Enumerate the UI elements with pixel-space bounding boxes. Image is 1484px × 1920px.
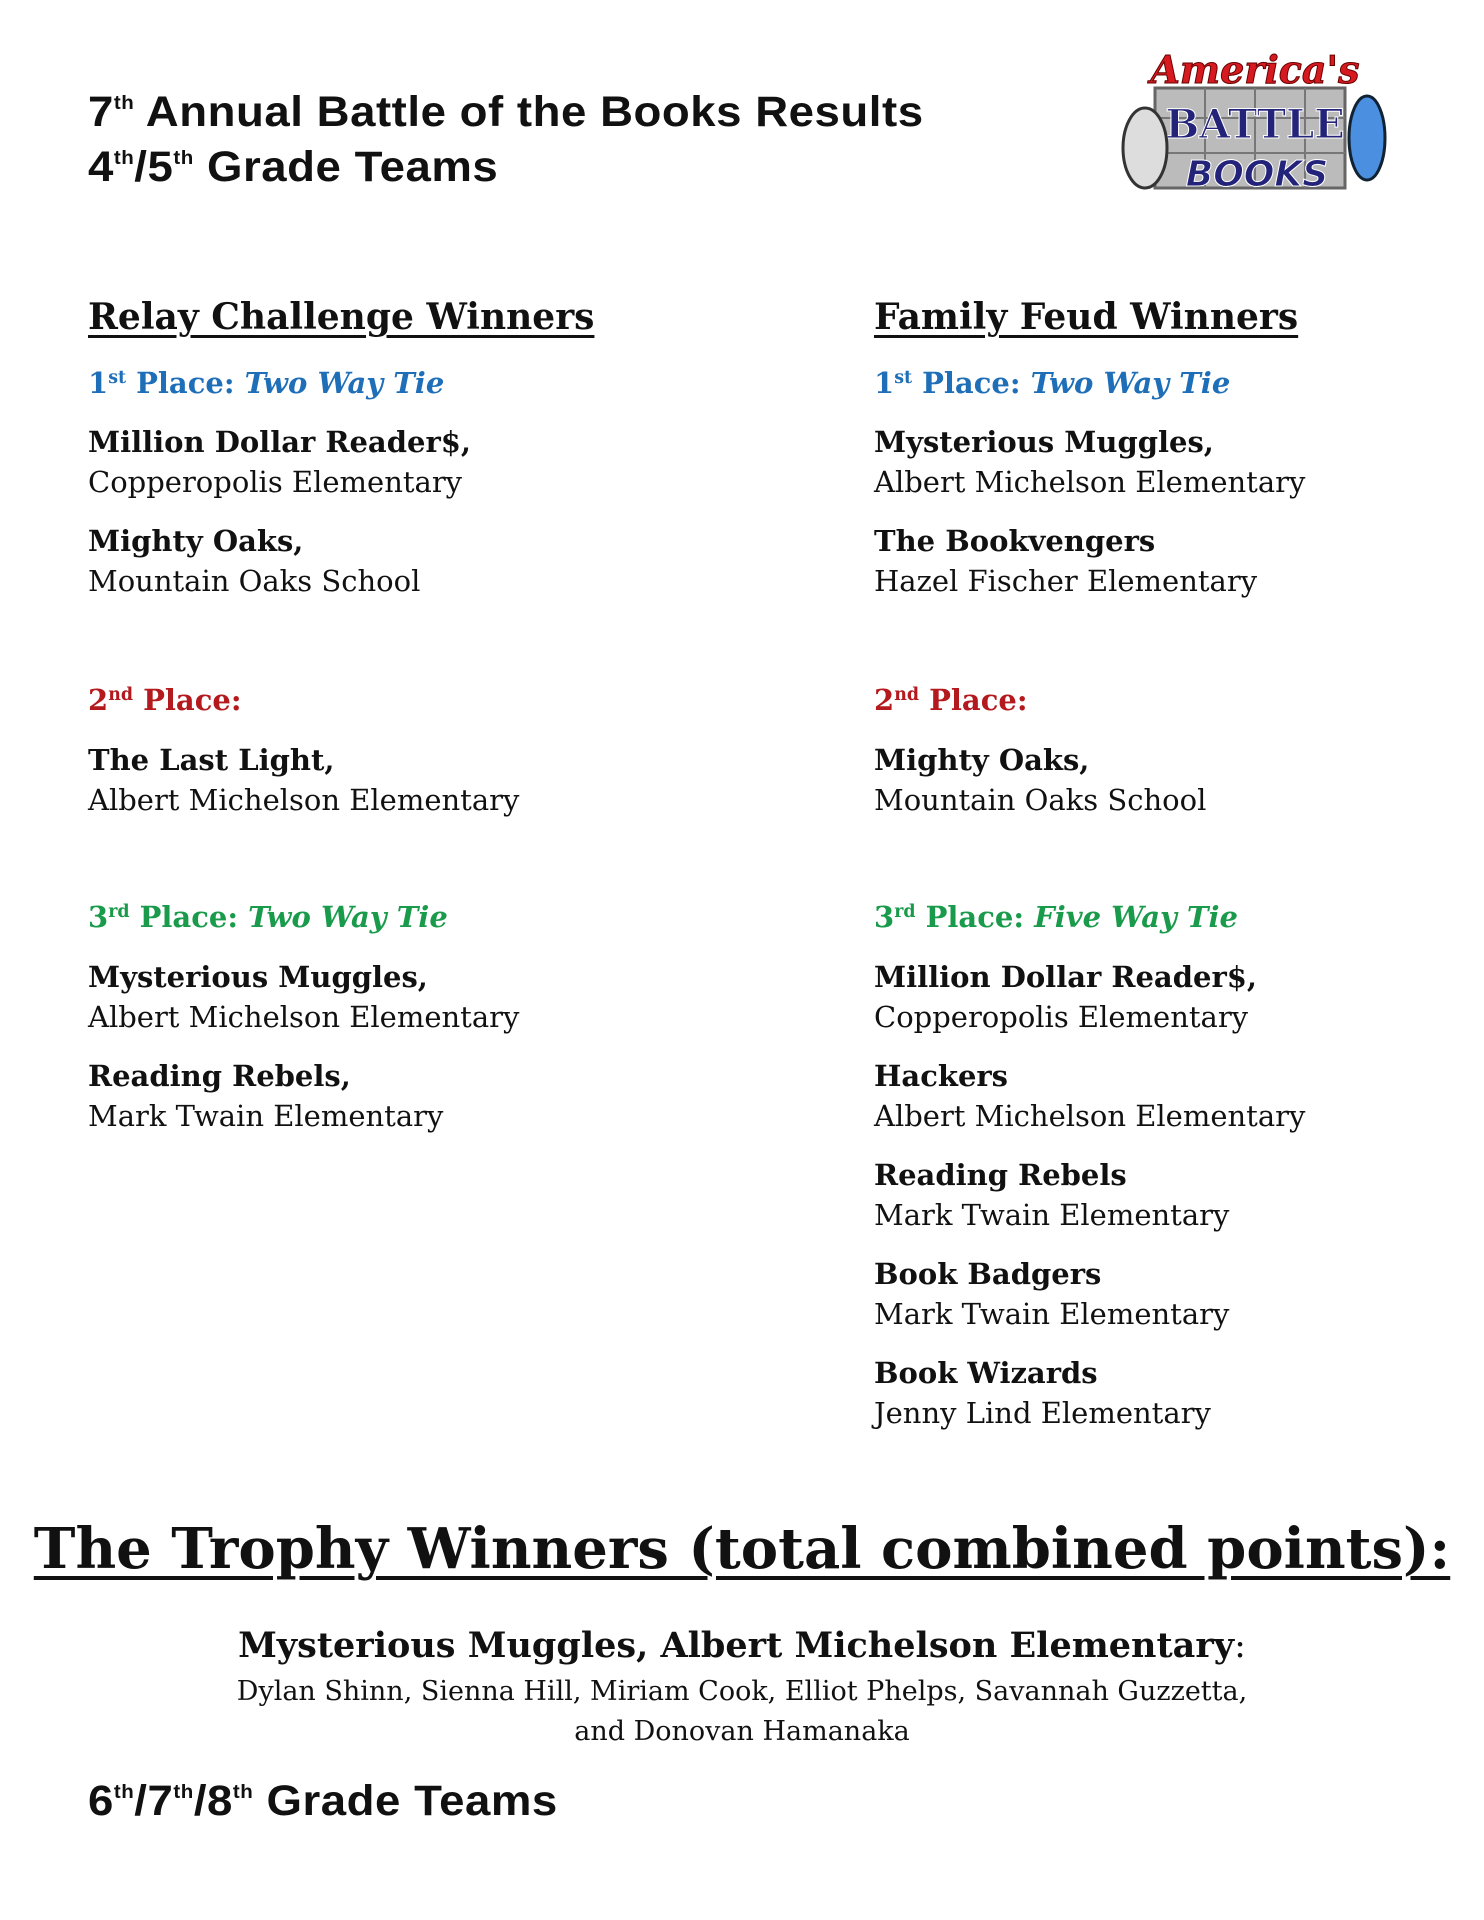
trophy-winner: Mysterious Muggles, Albert Michelson Elementary: (238, 1625, 1246, 1666)
team-name: Mighty Oaks, (874, 743, 1090, 777)
team-name: The Bookvengers (874, 524, 1156, 558)
team-name: Mysterious Muggles, (874, 425, 1214, 459)
relay-second-place: 2nd Place: (88, 683, 242, 717)
feud-first-place: 1st Place: Two Way Tie (874, 366, 1231, 400)
school-name: Copperopolis Elementary (88, 465, 463, 499)
team-name: Hackers (874, 1059, 1008, 1093)
school-name: Copperopolis Elementary (874, 1000, 1249, 1034)
grade-subtitle: 4th/5th Grade Teams (88, 143, 499, 191)
school-name: Mark Twain Elementary (88, 1099, 444, 1133)
school-name: Albert Michelson Elementary (874, 1099, 1306, 1133)
page-title: 7th Annual Battle of the Books Results (88, 88, 924, 136)
school-name: Mountain Oaks School (88, 564, 421, 598)
school-name: Mountain Oaks School (874, 783, 1207, 817)
team-name: Mighty Oaks, (88, 524, 304, 558)
svg-text:BOOKS: BOOKS (1185, 154, 1329, 195)
school-name: Mark Twain Elementary (874, 1297, 1230, 1331)
team-name: Reading Rebels, (88, 1059, 351, 1093)
school-name: Albert Michelson Elementary (88, 1000, 520, 1034)
battle-of-the-books-logo (1105, 38, 1405, 218)
school-name: Mark Twain Elementary (874, 1198, 1230, 1232)
team-name: Reading Rebels (874, 1158, 1127, 1192)
grade-6-8-heading: 6th/7th/8th Grade Teams (88, 1777, 558, 1825)
svg-text:America's: America's (1150, 47, 1360, 92)
feud-third-place: 3rd Place: Five Way Tie (874, 900, 1238, 934)
team-name: The Last Light, (88, 743, 335, 777)
team-name: Book Badgers (874, 1257, 1102, 1291)
team-name: Mysterious Muggles, (88, 960, 428, 994)
team-name: Million Dollar Reader$, (88, 425, 472, 459)
relay-first-place: 1st Place: Two Way Tie (88, 366, 445, 400)
team-name: Book Wizards (874, 1356, 1098, 1390)
trophy-members-line1: Dylan Shinn, Sienna Hill, Miriam Cook, Elliot Phelps, Savannah Guzzetta, (236, 1676, 1248, 1707)
feud-heading: Family Feud Winners (874, 296, 1299, 338)
trophy-heading: The Trophy Winners (total combined points): (33, 1516, 1451, 1582)
school-name: Jenny Lind Elementary (874, 1396, 1211, 1430)
team-name: Million Dollar Reader$, (874, 960, 1258, 994)
relay-third-place: 3rd Place: Two Way Tie (88, 900, 448, 934)
school-name: Hazel Fischer Elementary (874, 564, 1258, 598)
feud-second-place: 2nd Place: (874, 683, 1028, 717)
school-name: Albert Michelson Elementary (874, 465, 1306, 499)
relay-heading: Relay Challenge Winners (88, 296, 595, 338)
school-name: Albert Michelson Elementary (88, 783, 520, 817)
svg-text:BATTLE: BATTLE (1165, 101, 1345, 148)
trophy-members-line2: and Donovan Hamanaka (574, 1716, 910, 1747)
